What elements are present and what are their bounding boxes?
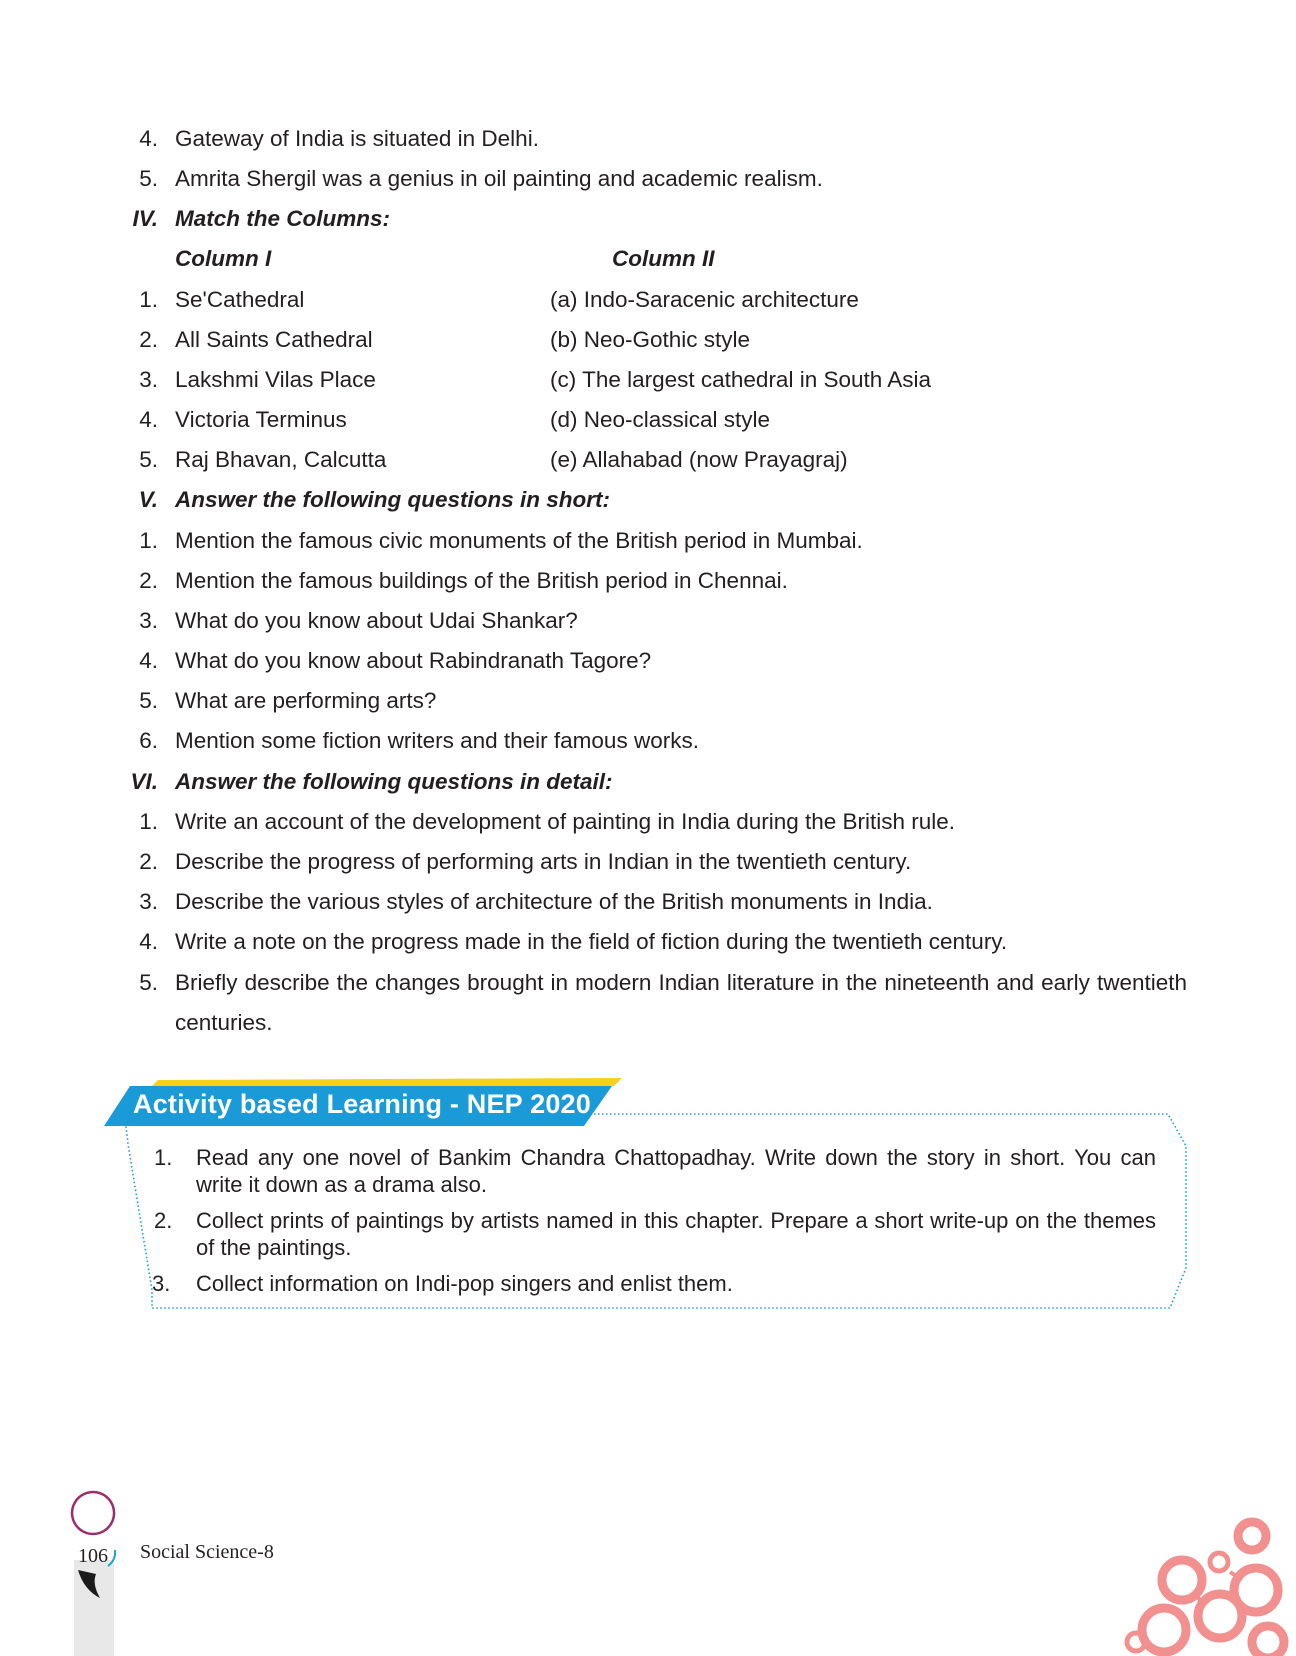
page-number: 106 bbox=[78, 1545, 108, 1567]
textbook-page: 4. Gateway of India is situated in Delhi. 5. Amrita Shergil was a genius in oil painting and academic realism. IV. Match the Columns: Column I Column II 1. Se'Cathedral (a) Indo-Saracenic architecture 2. All Saints Cathedral (b) Neo-Gothic style 3. Lakshmi Vilas Place (c) The largest cathedral in South Asia 4. Victoria Terminus (d) Neo-classical style 5. Raj Bhavan, Calcutta (e) Allahabad (now Prayagraj) V. Answer the following questions in short: 1. Mention the famous civic monuments of the British period in Mumbai. 2. Mention the famous buildings of the British period in Chennai. 3. What do you know about Udai Shankar? 4. What do you know about Rabindranath Tagore? 5. What are performing arts? 6. Mention some fiction writers and their famous works. VI. Answer the following questions in detail: 1. Write an account of the development of painting in India during the British rule. 2. Describe the progress of performing arts in Indian in the twentieth century. 3. Describe the various styles of architecture of the British monuments in India. 4. Write a note on the progress made in the field of fiction during the twentieth century. 5. Briefly describe the changes brought in modern Indian literature in the nineteenth and early twentieth centuries. Activity based Learning - NEP 2020 1. Read any one novel of Bankim Chandra Chattopadhay. Write down the story in short. You can write it down as a drama also. 2. Collect prints of paintings by artists named in this chapter. Prepare a short write-up on the themes of the paintings. 3. Collect information on Indi-pop singers and enlist them. 106 Social Science-8 bbox=[0, 0, 1296, 1656]
column-2-header: Column II bbox=[612, 246, 715, 271]
book-title: Social Science-8 bbox=[140, 1541, 274, 1563]
column-1-header: Column I bbox=[175, 246, 272, 271]
activity-title: Activity based Learning - NEP 2020 bbox=[133, 1089, 591, 1119]
